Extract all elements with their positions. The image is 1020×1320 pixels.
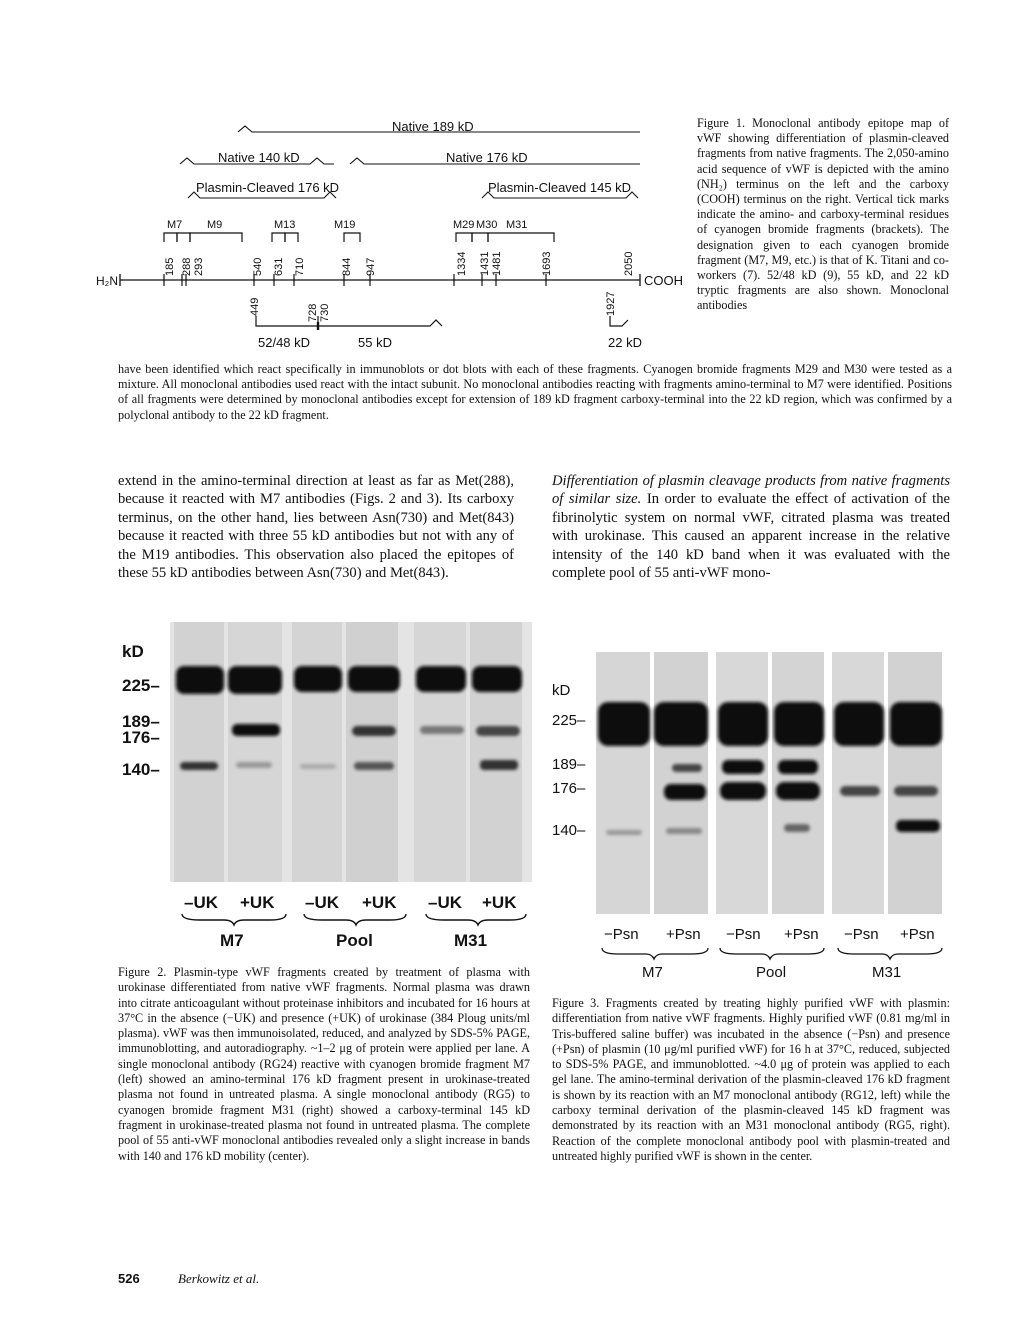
label-plasmin-145: Plasmin-Cleaved 145 kD: [488, 180, 632, 195]
fig3-group-m31: M31: [872, 964, 902, 981]
c-terminus-label: COOH: [644, 273, 683, 288]
tick-2050: 2050: [623, 251, 635, 276]
body-right-text: In order to evaluate the effect of activation of the fibrinolytic system on normal vWF, citrated plasma was treated with urokinase. This caused an apparent increase in the relative intensity of the 140 kD band when it was evaluated with the complete pool of 55 anti-vWF mono-: [552, 491, 950, 582]
fig3-lane-2: [654, 652, 708, 914]
label-plasmin-176: Plasmin-Cleaved 176 kD: [196, 180, 340, 195]
bracket-m29: M29: [453, 219, 475, 231]
fig2-group-m7: M7: [220, 931, 244, 950]
tick-730: 730: [319, 303, 331, 322]
bracket-m7: M7: [167, 219, 183, 231]
fig2-cond-5: –UK: [428, 893, 463, 912]
fig3-group-braces: [600, 946, 944, 960]
figure3-caption: Figure 3. Fragments created by treating highly purified vWF with plasmin: differentiation from native vWF fragments. Highly purified vWF (0.81 mg/ml in Tris-buffered saline buffer) was incubated in the absence (−Psn) and presence (+Psn) of plasmin (10 μg/ml purified vWF) for 16 h at 37°C, reduced, subjected to SDS-5% PAGE, and immunoblotted. ~4.0 μg of protein was applied to each gel lane. The amino-terminal derivation of the plasmin-cleaved 176 kD fragment is shown by its reaction with an M7 monoclonal antibody (RG12, left) while the carboxy terminal derivation of the plasmin-cleaved 145 kD fragment was demonstrated by its reaction with an M31 monoclonal antibody (RG5, right). Reaction of the complete monoclonal antibody pool with plasmin-treated and untreated highly purified vWF is shown in the center.: [552, 996, 950, 1163]
tick-631: 631: [273, 257, 285, 276]
fig3-lane-1: [596, 652, 650, 914]
fig2-lane-5: [414, 622, 466, 882]
fig3-marker-189: 189–: [552, 756, 586, 773]
fig3-cond-6: +Psn: [900, 926, 935, 943]
figure1-caption-full: have been identified which react specifically in immunoblots or dot blots with each of these fragments. Cyanogen bromide fragments M29 and M30 were tested as a mixture. All monoclonal antibodies used react with the intact subunit. No monoclonal antibodies reacting with fragments amino-terminal to M7 were identified. Positions of all fragments were determined by monoclonal antibodies except for extension of 189 kD fragment carboxy-terminal into the 22 kD region, which was confirmed by a polyclonal antibody to the 22 kD fragment.: [118, 362, 952, 422]
bracket-m13: M13: [274, 219, 296, 231]
running-head: Berkowitz et al.: [178, 1271, 260, 1286]
bracket-m30: M30: [476, 219, 498, 231]
tick-1927: 1927: [605, 291, 617, 316]
bracket-m31: M31: [506, 219, 528, 231]
tick-1431: 1431: [479, 251, 491, 276]
bracket-m19: M19: [334, 219, 356, 231]
fig2-cond-6: +UK: [482, 893, 517, 912]
fig2-kd-unit: kD: [122, 642, 144, 661]
figure2-gel: [170, 622, 532, 882]
tick-288: 288: [181, 257, 193, 276]
fig2-group-braces: [180, 912, 530, 926]
fig3-marker-140: 140–: [552, 822, 586, 839]
bracket-m9: M9: [207, 219, 223, 231]
tick-540: 540: [252, 257, 264, 276]
tick-710: 710: [294, 257, 306, 276]
fig2-lane-2: [228, 622, 282, 882]
fig3-marker-176: 176–: [552, 780, 586, 797]
label-native-189: Native 189 kD: [392, 119, 474, 134]
n-terminus-label: H₂N: [96, 274, 118, 288]
frag-22: 22 kD: [608, 335, 642, 350]
tick-728: 728: [307, 303, 319, 322]
frag-52-48: 52/48 kD: [258, 335, 311, 350]
fig2-marker-189: 189–: [122, 712, 160, 731]
tick-449: 449: [249, 297, 261, 316]
fig3-group-pool: Pool: [756, 964, 787, 981]
tick-1693: 1693: [541, 251, 553, 276]
fig2-group-pool: Pool: [336, 931, 373, 950]
tick-1481: 1481: [491, 251, 503, 276]
section-heading: Differentiation of plasmin cleavage products from native fragments of similar size.: [552, 473, 950, 508]
figure2-caption: Figure 2. Plasmin-type vWF fragments created by treatment of plasma with urokinase differentiated from native vWF fragments. Normal plasma was drawn into citrate anticoagulant without proteinase inhibitors and incubated for 16 hours at 37°C in the absence (−UK) and presence (+UK) of urokinase (384 Ploug units/ml plasma). vWF was then immunoisolated, reduced, and analyzed by SDS-5% PAGE, immunoblotting, and autoradiography. ~1–2 μg of protein were applied per lane. A single monoclonal antibody (RG24) reactive with cyanogen bromide fragment M7 (left) showed an amino-terminal 176 kD fragment present in urokinase-treated plasma not found in untreated plasma. A single monoclonal antibody (RG5) to cyanogen bromide fragment M31 (right) showed a carboxy-terminal 145 kD fragment in urokinase-treated plasma not found in untreated plasma. The complete pool of 55 anti-vWF monoclonal antibodies revealed only a slight increase in bands with 140 and 176 kD mobility (center).: [118, 965, 530, 1163]
label-native-140: Native 140 kD: [218, 150, 300, 165]
fig2-marker-140: 140–: [122, 760, 160, 779]
fig2-marker-225: 225–: [122, 676, 160, 695]
fig2-cond-4: +UK: [362, 893, 397, 912]
frag-55: 55 kD: [358, 335, 392, 350]
fig3-lane-6: [888, 652, 942, 914]
fig2-cond-2: +UK: [240, 893, 275, 912]
fig3-kd-unit: kD: [552, 682, 571, 699]
fig2-lane-3: [292, 622, 342, 882]
figure1-caption-side: Figure 1. Monoclonal antibody epitope map of vWF showing differentiation of plasmin-cleaved fragments from native fragments. The 2,050-amino acid sequence of vWF is depicted with the amino (NH₂) terminus on the left and the carboxy (COOH) terminus on the right. Vertical tick marks indicate the amino- and carboxy-terminal residues of cyanogen bromide fragments (brackets). The designation given to each cyanogen bromide fragment (M7, M9, etc.) is that of K. Titani and co-workers (7). 52/48 kD (9), 55 kD, and 22 kD tryptic fragments are also shown. Monoclonal antibodies: [697, 116, 949, 313]
fig2-group-m31: M31: [454, 931, 488, 950]
epitope-map: [96, 112, 683, 352]
tick-185: 185: [164, 257, 176, 276]
fig3-cond-5: −Psn: [844, 926, 879, 943]
fig2-lane-4: [346, 622, 398, 882]
fig3-cond-2: +Psn: [666, 926, 701, 943]
fig3-marker-225: 225–: [552, 712, 586, 729]
body-left-column: extend in the amino-terminal direction at least as far as Met(288), because it reacted with M7 antibodies (Figs. 2 and 3). Its carboxy terminus, on the other hand, lies between Asn(730) and Met(843) because it reacted with three 55 kD antibodies but not with any of the M19 antibodies. This observation also placed the epitopes of these 55 kD antibodies between Asn(730) and Met(843).: [118, 473, 514, 582]
fig2-marker-176: 176–: [122, 728, 160, 747]
label-native-176: Native 176 kD: [446, 150, 528, 165]
figure3-gel: [594, 652, 946, 914]
body-right-column: [552, 472, 950, 582]
fig3-cond-1: −Psn: [604, 926, 639, 943]
fig2-lane-6: [470, 622, 522, 882]
tick-1334: 1334: [456, 251, 468, 276]
page-number: 526: [118, 1271, 140, 1286]
fig3-group-m7: M7: [642, 964, 663, 981]
fig3-cond-4: +Psn: [784, 926, 819, 943]
tick-947: 947: [365, 257, 377, 276]
fig2-cond-1: –UK: [184, 893, 219, 912]
fig3-cond-3: −Psn: [726, 926, 761, 943]
fig2-lane-1: [174, 622, 224, 882]
tick-293: 293: [193, 257, 205, 276]
tick-844: 844: [341, 257, 353, 276]
fig3-lane-5: [832, 652, 884, 914]
fig2-cond-3: –UK: [305, 893, 340, 912]
